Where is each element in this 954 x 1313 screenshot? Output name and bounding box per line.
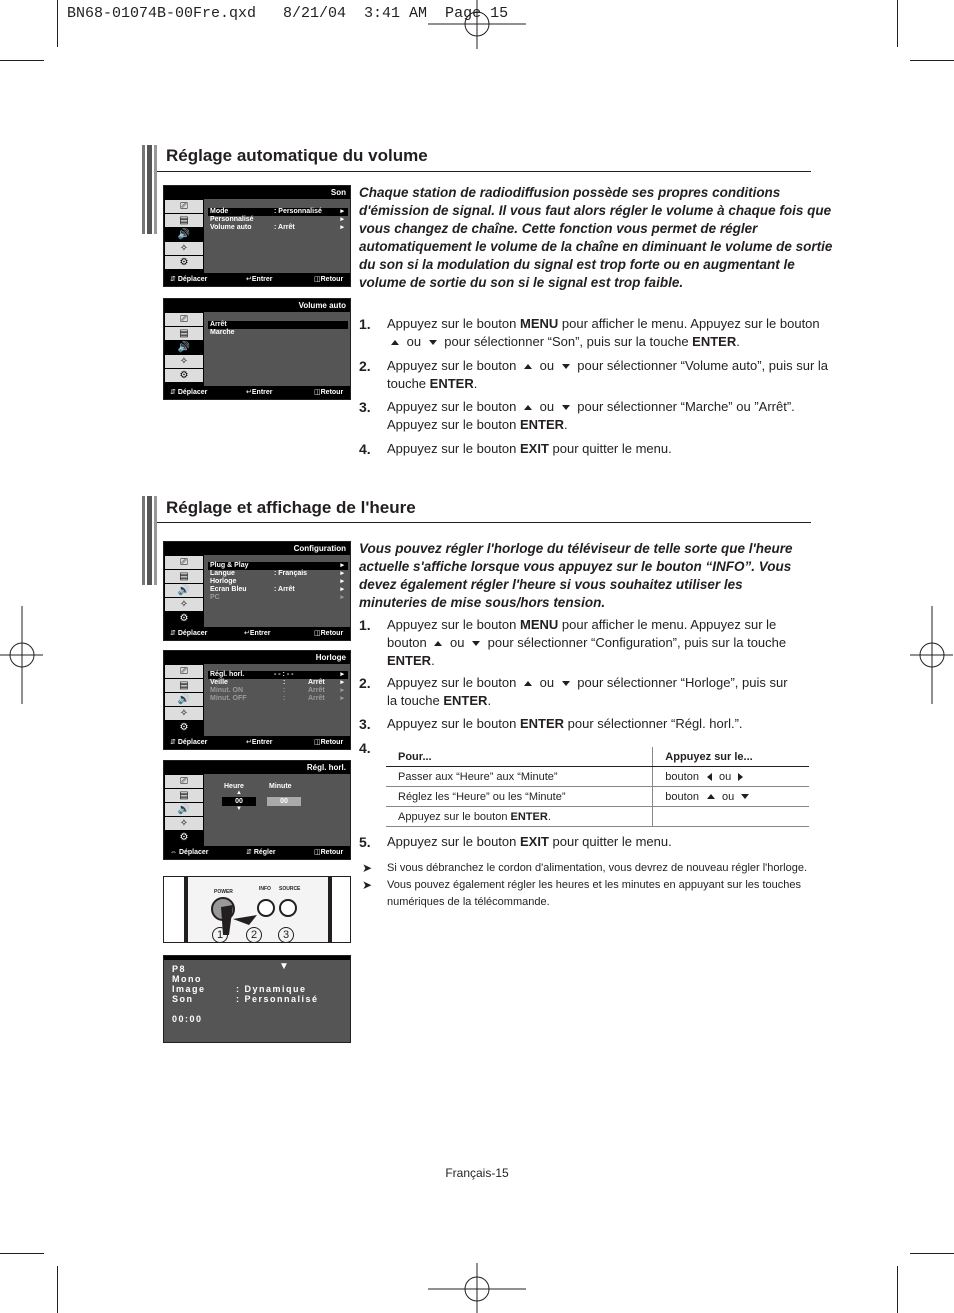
step-number: 3. (359, 716, 371, 732)
table-header: Appuyez sur le... (653, 747, 809, 767)
step (359, 616, 799, 670)
crop-mark (0, 60, 44, 61)
down-arrow-icon (472, 641, 480, 646)
picture-icon: ▤ (165, 789, 203, 802)
table-row: Réglez les “Heure” ou les “Minute” bouton ou (386, 787, 809, 807)
menu-row: Minut. OFF : Arrêt ▸ (210, 695, 344, 702)
menu-screen-horloge (163, 650, 351, 750)
step-number: 4. (359, 740, 371, 756)
input-icon: ⎚ (165, 775, 203, 788)
section-bar (142, 496, 157, 585)
up-arrow-icon (434, 641, 442, 646)
picture-icon: ▤ (165, 570, 203, 583)
step-text: Appuyez sur le bouton ou pour sélectionner “Horloge”, puis sur la touche ENTER. (387, 675, 788, 708)
menu-sidebar (164, 555, 204, 627)
setup-icon: ⚙ (165, 831, 203, 844)
hour-value: 00 (222, 797, 256, 806)
step-number: 2. (359, 358, 371, 374)
step (359, 715, 799, 733)
section-intro: Chaque station de radiodiffusion possède ses propres conditions d'émission de signal. Il vous faut alors régler le volume à chaque fois que vous changez de chaîne. Cette fonction vous permet de régler automatiquement le volume de la chaîne en diminuant le volume de sortie du son si la modulation du signal est trop forte ou en augmentant le volume de sortie du son si le signal est trop faible. (359, 185, 833, 290)
step-text: Appuyez sur le bouton ou pour sélectionner “Marche” ou ”Arrêt”. Appuyez sur le bouton ENTER. (387, 399, 795, 432)
step-text: Appuyez sur le bouton MENU pour afficher le menu. Appuyez sur le bouton ou pour sélectionner “Configuration”, puis sur la touche ENTER. (387, 617, 787, 668)
up-arrow-icon (391, 340, 399, 345)
crop-mark (897, 1266, 898, 1313)
input-icon: ⎚ (165, 200, 203, 213)
note: ➤ Si vous débranchez le cordon d'alimentation, vous devrez de nouveau régler l'horloge. (362, 861, 808, 875)
step (359, 315, 831, 351)
screen-footer: ⇵ Déplacer ↵Entrer ◫Retour (164, 736, 350, 749)
step (359, 833, 799, 851)
input-icon: ⎚ (165, 556, 203, 569)
setup-icon: ⚙ (165, 256, 203, 269)
info-line: Son (172, 994, 194, 1004)
step-number: 1. (359, 316, 371, 332)
screen-title: Son (164, 186, 350, 199)
down-arrow-icon (429, 340, 437, 345)
screen-footer: ⇵ Déplacer ↵Entrer ◫Retour (164, 627, 350, 640)
step (359, 674, 799, 710)
channel-icon: ✧ (165, 817, 203, 830)
step (359, 440, 831, 458)
step-number: 4. (359, 441, 371, 457)
step-number: 2. (359, 675, 371, 691)
menu-row: Mode : Personnalisé ▸ (208, 208, 348, 216)
info-label: INFO (259, 886, 271, 892)
info-line: P8 (172, 964, 187, 974)
input-icon: ⎚ (165, 665, 203, 678)
input-icon: ⎚ (165, 313, 203, 326)
registration-mark-left (0, 606, 44, 706)
sound-icon: 🔊 (165, 341, 203, 354)
menu-screen-son (163, 185, 351, 287)
key-2: 2 (246, 927, 262, 943)
crop-mark (0, 1253, 44, 1254)
info-line: Mono (172, 974, 202, 984)
picture-icon: ▤ (165, 679, 203, 692)
crop-mark (910, 60, 954, 61)
menu-row: Personnalisé ▸ (210, 216, 344, 223)
crop-mark (897, 0, 898, 47)
menu-sidebar (164, 312, 204, 386)
info-line: Image (172, 984, 206, 994)
channel-icon: ✧ (165, 242, 203, 255)
down-arrow-icon (562, 405, 570, 410)
step (359, 398, 831, 434)
section-rule (157, 522, 811, 523)
menu-row: Ecran Bleu : Arrêt ▸ (210, 586, 344, 593)
info-value: : Dynamique (236, 984, 307, 994)
menu-row: Régl. horl. - - : - - ▸ (208, 671, 348, 679)
screen-footer: ⇵ Déplacer ↵Entrer ◫Retour (164, 273, 350, 286)
registration-mark-right (910, 606, 954, 706)
down-arrow-icon (562, 364, 570, 369)
section-bar (142, 145, 157, 234)
screen-title: Configuration (164, 542, 350, 555)
menu-row: Minut. ON : Arrêt ▸ (210, 687, 344, 694)
control-table (386, 747, 809, 827)
step-number: 3. (359, 399, 371, 415)
setup-icon: ⚙ (165, 612, 203, 625)
menu-row: Plug & Play ▸ (208, 562, 348, 570)
channel-icon: ✧ (165, 598, 203, 611)
remote-illustration (163, 876, 351, 943)
menu-screen-volume-auto (163, 298, 351, 400)
up-arrow-icon (524, 364, 532, 369)
picture-icon: ▤ (165, 214, 203, 227)
picture-icon: ▤ (165, 327, 203, 340)
screen-footer: ⇵ Déplacer ↵Entrer ◫Retour (164, 386, 350, 399)
menu-sidebar (164, 199, 204, 273)
screen-title: Horloge (164, 651, 350, 664)
menu-row: PC ▸ (210, 594, 344, 601)
minute-label: Minute (269, 783, 292, 790)
key-1: 1 (212, 927, 228, 943)
power-label: POWER (214, 889, 233, 895)
page-footer: Français-15 (445, 1166, 509, 1180)
down-arrow-icon: ▼ (236, 806, 242, 812)
setup-icon: ⚙ (165, 369, 203, 382)
channel-icon: ✧ (165, 355, 203, 368)
sound-icon: 🔊 (165, 228, 203, 241)
menu-screen-configuration (163, 541, 351, 641)
down-arrow-icon (562, 681, 570, 686)
key-3: 3 (278, 927, 294, 943)
section-rule (157, 171, 811, 172)
menu-row: Horloge ▸ (210, 578, 344, 585)
sound-icon: 🔊 (165, 584, 203, 597)
crop-mark (57, 0, 58, 47)
sound-icon: 🔊 (165, 693, 203, 706)
source-button (279, 899, 297, 917)
menu-screen-regl-horl (163, 760, 351, 860)
info-screen (163, 955, 351, 1043)
crop-mark (57, 1266, 58, 1313)
step-text: Appuyez sur le bouton ENTER pour sélectionner “Régl. horl.”. (387, 716, 743, 731)
registration-mark-bottom (428, 1263, 528, 1313)
menu-row: Marche (210, 329, 235, 336)
step-number: 5. (359, 834, 371, 850)
menu-row: Langue : Français ▸ (210, 570, 344, 577)
table-row: Appuyez sur le bouton ENTER. (386, 807, 809, 827)
hour-label: Heure (224, 783, 244, 790)
step-text: Appuyez sur le bouton ou pour sélectionner “Volume auto”, puis sur la touche ENTER. (387, 358, 829, 391)
section-title: Réglage automatique du volume (166, 146, 428, 165)
menu-row: Veille : Arrêt ▸ (210, 679, 344, 686)
setup-icon: ⚙ (165, 721, 203, 734)
screen-title: Volume auto (164, 299, 350, 312)
note: ➤ Vous pouvez également régler les heures et les minutes en appuyant sur les touches numériques de la télécommande. (362, 878, 801, 908)
up-arrow-icon (524, 681, 532, 686)
step-text: Appuyez sur le bouton EXIT pour quitter le menu. (387, 834, 672, 849)
menu-row: Arrêt (208, 321, 348, 329)
menu-sidebar (164, 774, 204, 846)
step-text: Appuyez sur le bouton EXIT pour quitter le menu. (387, 441, 672, 456)
table-row: Passer aux “Heure” aux “Minute” bouton ou (386, 767, 809, 787)
info-value: : Personnalisé (236, 994, 319, 1004)
source-label: SOURCE (279, 886, 301, 892)
minute-value: 00 (267, 797, 301, 806)
info-time: 00:00 (172, 1014, 203, 1024)
menu-row: Volume auto : Arrêt ▸ (210, 224, 344, 231)
step-number: 1. (359, 617, 371, 633)
table-header: Pour... (386, 747, 653, 767)
step (359, 357, 831, 393)
menu-sidebar (164, 664, 204, 736)
section-title: Réglage et affichage de l'heure (166, 498, 416, 517)
file-slug: BN68-01074B-00Fre.qxd 8/21/04 3:41 AM Page 15 (67, 5, 509, 22)
up-arrow-icon (524, 405, 532, 410)
sound-icon: 🔊 (165, 803, 203, 816)
antenna-icon: ▼ (279, 961, 291, 972)
screen-title: Régl. horl. (164, 761, 350, 774)
step-text: Appuyez sur le bouton MENU pour afficher le menu. Appuyez sur le bouton ou pour sélectionner “Son”, puis sur la touche ENTER. (387, 316, 820, 349)
crop-mark (910, 1253, 954, 1254)
screen-footer: ⇔ Déplacer ⇵ Régler ◫Retour (164, 846, 350, 859)
section-intro: Vous pouvez régler l'horloge du téléviseur de telle sorte que l'heure actuelle s'affiche lorsque vous appuyez sur le bouton “INFO”. Vous devez également régler l'heure si vous souhaitez utiliser les minuteries de mise sous/hors tension. (359, 541, 793, 610)
channel-icon: ✧ (165, 707, 203, 720)
up-arrow-icon: ▲ (236, 790, 242, 796)
